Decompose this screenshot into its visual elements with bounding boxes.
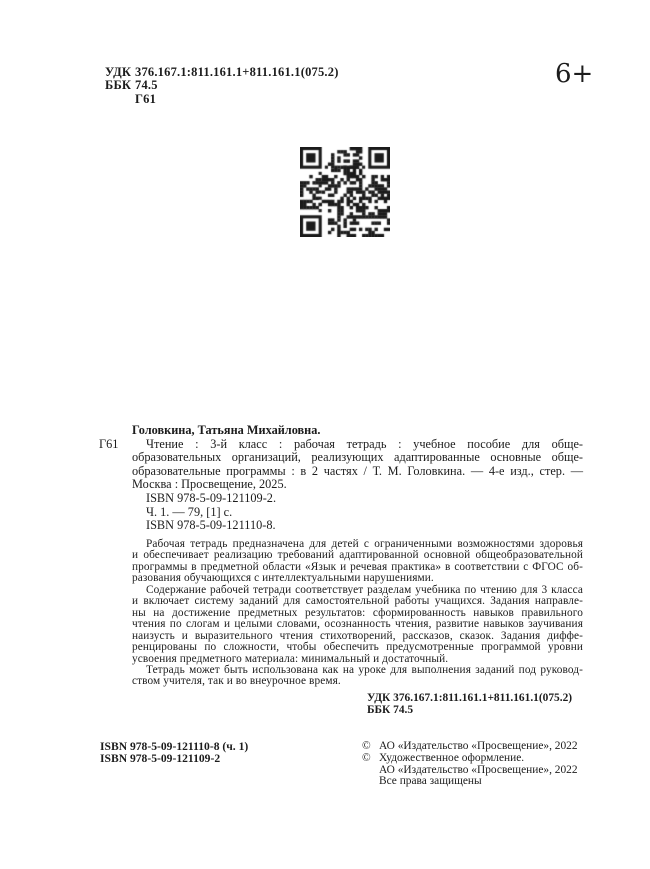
bbk-row <box>105 79 339 92</box>
annotation-paragraph-1: Рабочая тетрадь предназначена для детей с ограниченными возможностями здоровья и обеспечивает реализацию требований адаптированной основной общеобразовательной программы в предметной области «Язык и речевая практика» в соответствии с ФГОС об- разования обучающихся с интеллектуальными нарушениями. <box>132 538 583 585</box>
annotation-paragraph-2: Содержание рабочей тетради соответствует разделам учебника по чтению для 3 класса и включает систему заданий для самостоятельной работы учащихся. Задания направле- ны на достижение предметных результатов: сформированность навыков правильного чтения по слогам и целыми словами, осознанность чтения, развитие навыков заучивания наизусть и выразительного чтения стихотворений, рассказов, сказок. Задания диффе- ренцированы по сложности, чтобы обеспечить предусмотренные программой уровни усвоения предметного материала: минимальный и достаточный. <box>132 583 583 665</box>
copyright-entry-text: АО «Издательство «Просвещение», 2022 <box>379 740 578 752</box>
bibliographic-record: Чтение : 3-й класс : рабочая тетрадь : учебное пособие для обще- образовательных организаций, реализующих адаптированные основные обще- образовательные программы : в 2 частях / Т. М. Головкина. — 4-е изд., стер. — Москва : Просвещение, 2025. ISBN 978-5-09-121109-2. Ч. 1. — 79, [1] с. ISBN 978-5-09-121110-8. <box>132 436 583 533</box>
card-author-name: Головкина, Татьяна Михайловна. <box>132 423 321 437</box>
bbk-bottom: ББК 74.5 <box>367 703 414 716</box>
author-sign-row <box>105 93 339 106</box>
copyright-entry-design <box>362 753 578 788</box>
bottom-classification-block <box>367 693 572 717</box>
udk-value: 376.167.1:811.161.1+811.161.1(075.2) <box>135 65 339 79</box>
bbk-label: ББК <box>105 78 132 93</box>
qr-code-icon <box>300 147 390 237</box>
udk-label: УДК <box>105 65 132 79</box>
isbn-block: ISBN 978-5-09-121110-8 (ч. 1) ISBN 978-5-09-121109-2 <box>100 740 249 766</box>
copyright-icon: © <box>362 751 371 764</box>
age-rating-badge: 6+ <box>555 59 594 89</box>
annotation-block <box>132 539 583 688</box>
copyright-entry-text: Художественное оформление. АО «Издательство «Просвещение», 2022 Все права защищены <box>379 751 578 788</box>
author-sign: Г61 <box>135 91 157 106</box>
copyright-icon: © <box>362 740 371 752</box>
card-author-sign: Г61 <box>99 436 119 451</box>
copyright-block <box>362 741 578 788</box>
udk-bottom: УДК 376.167.1:811.161.1+811.161.1(075.2) <box>367 692 573 704</box>
bbk-value: 74.5 <box>135 78 158 93</box>
catalog-card <box>99 424 583 533</box>
udk-row <box>105 66 339 79</box>
annotation-paragraph-3: Тетрадь может быть использована как на уроке для выполнения заданий под руковод- ством учителя, так и во внеурочное время. <box>132 663 583 688</box>
top-classification-block <box>105 66 339 106</box>
